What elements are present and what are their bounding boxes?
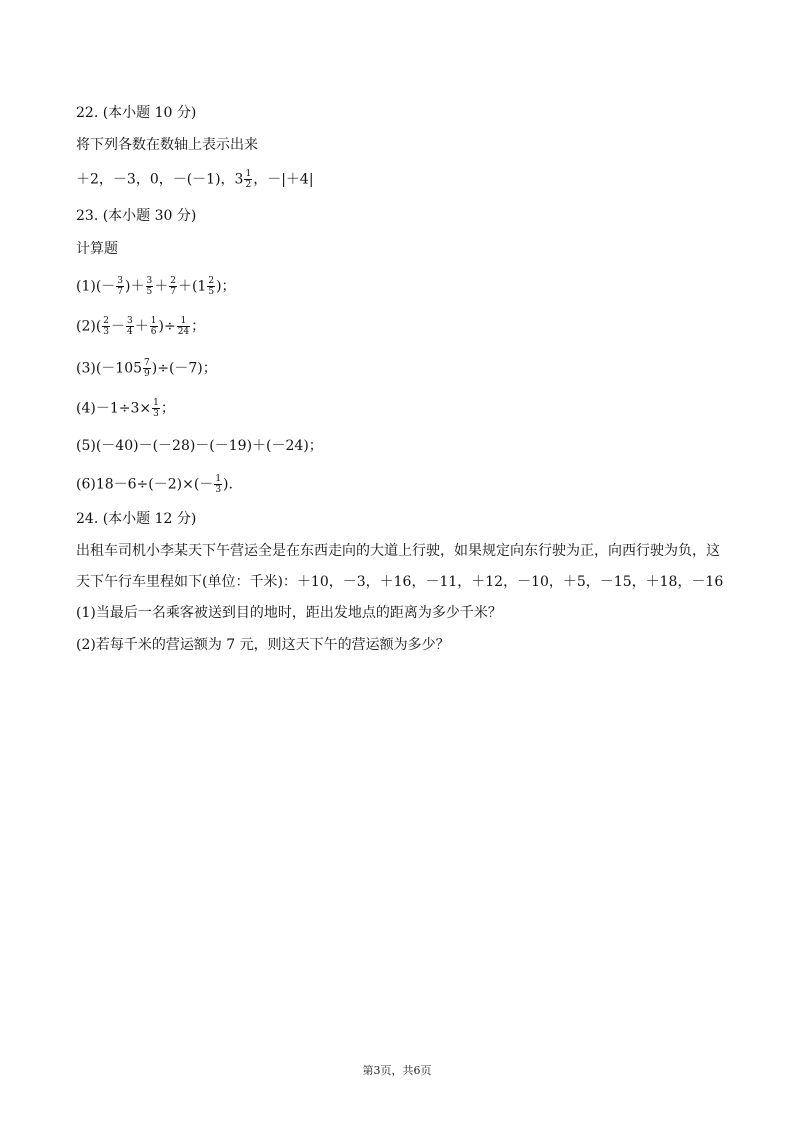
q24-line-1: 出租车司机小李某天下午营运全是在东西走向的大道上行驶，如果规定向东行驶为正，向西行驶为负，这 [76, 543, 720, 559]
fraction: $\frac{7}{9}$ [144, 358, 150, 379]
fraction: $\frac{1}{3}$ [215, 474, 222, 495]
q23-problem-5: (5)(－40)－(－28)－(－19)＋(－24)； [76, 438, 323, 454]
fraction: $\frac{2}{3}$ [103, 316, 110, 337]
q22-instruction: 将下列各数在数轴上表示出来 [76, 137, 258, 153]
q24-sub-1: (1)当最后一名乘客被送到目的地时，距出发地点的距离为多少千米？ [76, 605, 502, 621]
q24-heading: 24. (本小题 12 分) [76, 511, 197, 527]
fraction: $\frac{3}{5}$ [146, 276, 153, 297]
fraction: $\frac{1}{3}$ [153, 398, 159, 419]
q23-problem-2: (2)( $\frac{2}{3}$ － $\frac{3}{4}$ ＋ $\frac{1}{6}$ )÷ $\frac{1}{24}$ ； [76, 316, 206, 337]
q24-sub-2: (2)若每千米的营运额为 7 元，则这天下午的营运额为多少？ [76, 637, 450, 653]
fraction: $\frac{2}{5}$ [208, 276, 215, 297]
fraction: $\frac{1}{24}$ [177, 316, 190, 337]
q22-numbers-after: ，－|＋4| [253, 171, 314, 188]
q22-numbers-before: ＋2，－3，0，－(－1)，3 [76, 171, 244, 188]
fraction: $\frac{3}{4}$ [127, 316, 133, 337]
q23-problem-3: (3)(－105 $\frac{7}{9}$ )÷(－7)； [76, 358, 217, 379]
fraction: $\frac{1}{6}$ [150, 316, 157, 337]
q23-problem-6: (6)18－6÷(－2)×(－ $\frac{1}{3}$ ). [76, 474, 233, 495]
q23-heading: 23. (本小题 30 分) [76, 208, 197, 224]
q23-problem-1: (1)(－ $\frac{3}{7}$ )＋ $\frac{3}{5}$ ＋ $\frac{2}{7}$ ＋(1 $\frac{2}{5}$ )； [76, 276, 236, 297]
q22-heading: 22. (本小题 10 分) [76, 105, 197, 121]
q24-line-2: 天下午行车里程如下(单位：千米)：＋10，－3，＋16，－11，＋12，－10，＋5，－15，＋18，－16 [76, 574, 724, 590]
fraction: $\frac{2}{7}$ [170, 276, 176, 297]
q23-problem-4: (4)－1÷3× $\frac{1}{3}$ ； [76, 398, 175, 419]
page-footer: 第3页，共6页 [362, 1064, 432, 1077]
q23-instruction: 计算题 [76, 241, 118, 257]
fraction: $\frac{3}{7}$ [117, 276, 124, 297]
q22-fraction: $\frac{1}{2}$ [245, 169, 252, 190]
q22-numbers [76, 169, 314, 190]
